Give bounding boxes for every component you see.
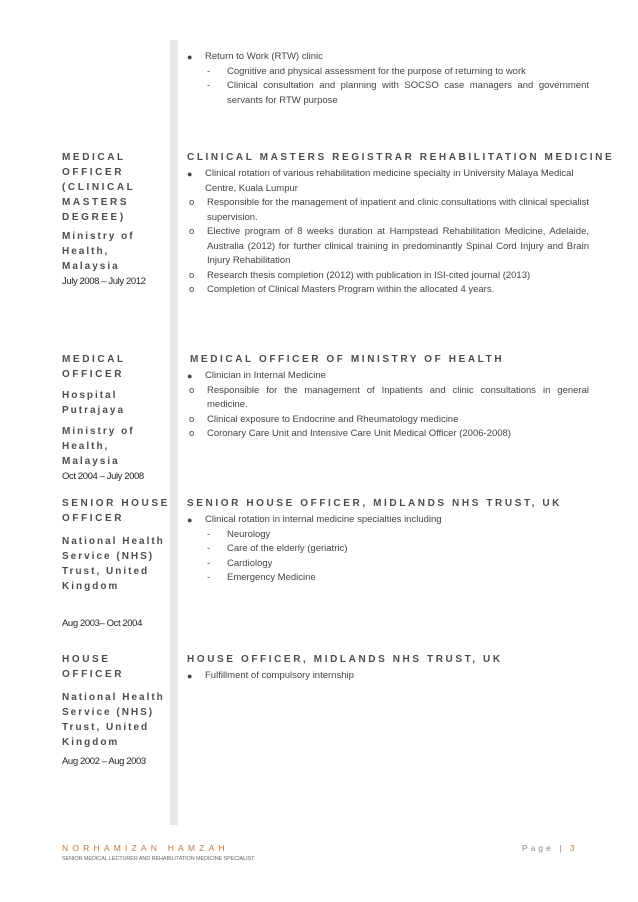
section-3-right (187, 496, 589, 586)
section-heading: SENIOR HOUSE OFFICER, MIDLANDS NHS TRUST, UK (187, 498, 562, 509)
list-item: - Care of the elderly (geriatric) (207, 542, 589, 557)
page-number: Page | 3 (522, 843, 578, 853)
list-item: ● Return to Work (RTW) clinic (187, 50, 589, 65)
date-range: Aug 2002 – Aug 2003 (62, 756, 146, 767)
list-item: o Responsible for the management of Inpatients and clinic consultations in general medicine. (189, 384, 589, 410)
list-item: ● Clinical rotation of various rehabilitation medicine specialty in University Malaya Medical Centre, Kuala Lumpur (187, 168, 574, 194)
list-item: ● Clinician in Internal Medicine (187, 369, 589, 384)
circle-bullet-icon: o (189, 197, 195, 208)
list-item: o Elective program of 8 weeks duration at Hampstead Rehabilitation Medicine, Adelaide, Australia (2012) for further clinical training in predominantly Spinal Cord Injury and Brain Injury Rehabilitation (189, 226, 589, 266)
role-title: HOUSE OFFICER (62, 654, 125, 680)
circle-bullet-icon: o (189, 269, 195, 281)
date-range: July 2008 – July 2012 (62, 276, 146, 287)
section-heading: CLINICAL MASTERS REGISTRAR REHABILITATION MEDICINE (187, 152, 615, 163)
section-2-left (62, 352, 170, 484)
section-heading: HOUSE OFFICER, MIDLANDS NHS TRUST, UK (187, 654, 503, 665)
list-item: ● Fulfillment of compulsory internship (187, 669, 589, 684)
circle-bullet-icon: o (189, 413, 195, 425)
circle-bullet-icon: o (189, 428, 195, 439)
dash-icon: - (207, 543, 211, 554)
section-1-right (187, 150, 615, 298)
dash-icon: - (207, 528, 211, 540)
circle-bullet-icon: o (189, 226, 195, 237)
list-item: - Emergency Medicine (207, 571, 589, 586)
organization: Ministry of Health, Malaysia (62, 231, 135, 272)
section-3-left (62, 496, 170, 631)
organization: Hospital Putrajaya (62, 390, 126, 416)
role-title: MEDICAL OFFICER (62, 354, 126, 380)
list-item: ● Clinical rotation in internal medicine specialties including (187, 513, 589, 528)
role-title: MEDICAL OFFICER (CLINICAL MASTERS DEGREE) (62, 152, 136, 223)
section-2-right (187, 352, 589, 442)
bullet-icon: ● (187, 515, 193, 525)
list-item: o Completion of Clinical Masters Program within the allocated 4 years. (189, 283, 589, 298)
section-heading: MEDICAL OFFICER OF MINISTRY OF HEALTH (190, 354, 505, 365)
date-range: Aug 2003– Oct 2004 (62, 618, 142, 629)
list-item: - Neurology (207, 528, 589, 543)
organization: National Health Service (NHS) Trust, United Kingdom (62, 536, 165, 592)
footer-subtitle: SENIOR MEDICAL LECTURER AND REHABILITATION MEDICINE SPECIALIST (62, 856, 255, 862)
list-item: o Research thesis completion (2012) with publication in ISI-cited journal (2013) (189, 269, 589, 284)
bullet-icon: ● (187, 671, 193, 681)
section-divider-bar (170, 40, 178, 825)
bullet-icon: ● (187, 371, 193, 381)
date-range: Oct 2004 – July 2008 (62, 471, 144, 482)
dash-icon: - (207, 80, 211, 91)
circle-bullet-icon: o (189, 384, 195, 396)
role-title: SENIOR HOUSE OFFICER (62, 498, 170, 524)
list-item: - Clinical consultation and planning with SOCSO case managers and government servants for RTW purpose (207, 80, 589, 106)
section-1-left (62, 150, 170, 289)
top-continuation (187, 50, 589, 108)
list-item: o Responsible for the management of inpatient and clinic consultations with clinical specialist supervision. (189, 197, 589, 223)
bullet-icon: ● (187, 52, 193, 62)
dash-icon: - (207, 557, 211, 569)
dash-icon: - (207, 572, 211, 583)
list-item: - Cognitive and physical assessment for the purpose of returning to work (207, 65, 589, 80)
section-4-right (187, 652, 589, 684)
bullet-icon: ● (187, 169, 193, 179)
section-4-left (62, 652, 170, 769)
organization: Ministry of Health, Malaysia (62, 426, 135, 467)
organization: National Health Service (NHS) Trust, United Kingdom (62, 692, 165, 748)
list-item: - Cardiology (207, 557, 589, 572)
list-item: o Coronary Care Unit and Intensive Care Unit Medical Officer (2006-2008) (189, 427, 589, 442)
circle-bullet-icon: o (189, 284, 195, 295)
list-item: o Clinical exposure to Endocrine and Rheumatology medicine (189, 413, 589, 428)
footer-name: NORHAMIZAN HAMZAH (62, 843, 229, 853)
dash-icon: - (207, 65, 211, 77)
